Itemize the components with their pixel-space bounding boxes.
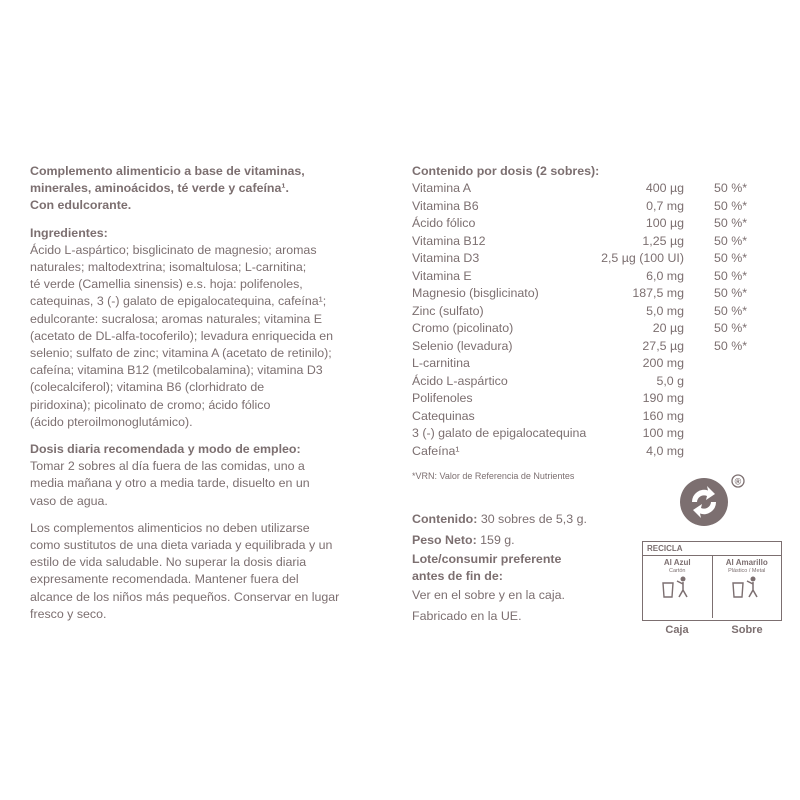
text-line: expresamente recomendada. Mantener fuera del [30,572,299,587]
net-weight-line [412,530,632,551]
nutrient-vrn: 50 %* [714,216,748,231]
nutrient-vrn: 50 %* [714,286,748,301]
nutrient-row [412,250,782,268]
nutrient-name: Ácido L-aspártico [412,373,508,388]
text-line: (ácido pteroilmonoglutámico). [30,414,193,429]
nutrient-amount: 27,5 µg [642,338,684,353]
nutrient-row [412,390,782,408]
nutrient-amount: 200 mg [642,356,684,371]
nutrition-title: Contenido por dosis (2 sobres): [412,164,600,178]
recycle-label-box: Caja [665,624,689,636]
content-label: Contenido: [412,512,478,527]
nutrient-vrn: 50 %* [714,268,748,283]
text-line: Los complementos alimenticios no deben utilizarse [30,520,310,535]
nutrient-name: Magnesio (bisglicinato) [412,286,539,301]
recycle-label-sachet: Sobre [731,624,763,636]
recycle-cells [643,556,781,618]
nutrient-row [412,373,782,391]
net-weight-label: Peso Neto: [412,533,477,548]
net-weight-value: 159 g. [476,533,515,548]
nutrient-amount: 100 mg [642,426,684,441]
nutrition-table [412,180,782,460]
text-line: alcance de los niños más pequeños. Conservar en lugar [30,589,340,604]
nutrient-row [412,233,782,251]
green-dot-icon [678,472,748,537]
nutrient-row [412,198,782,216]
text-line: vaso de agua. [30,493,108,508]
recycle-header: RECICLA [643,542,781,556]
nutrient-row [412,338,782,356]
vrn-footnote: *VRN: Valor de Referencia de Nutrientes [412,471,575,482]
recycle-cell-sub: Plástico / Metal [728,568,766,574]
nutrient-name: Vitamina B12 [412,233,486,248]
content-value: 30 sobres de 5,3 g. [477,512,587,527]
lot-label [412,551,632,585]
recycle-bin-icon [727,575,767,601]
nutrient-amount: 400 µg [645,181,684,196]
lot-label-line: antes de fin de: [412,569,503,584]
nutrient-amount: 0,7 mg [646,198,684,213]
nutrient-name: Vitamina B6 [412,198,479,213]
nutrient-amount: 187,5 mg [632,286,684,301]
nutrient-row [412,425,782,443]
text-line: (acetato de DL-alfa-tocoferilo); levadura enriquecida en [30,328,334,343]
nutrient-row [412,303,782,321]
nutrient-vrn: 50 %* [714,233,748,248]
nutrient-name: L-carnitina [412,356,470,371]
text-line: piridoxina); picolinato de cromo; ácido fólico [30,397,271,412]
dosage-text [30,458,388,510]
registered-mark: ® [734,476,742,487]
text-line: Tomar 2 sobres al día fuera de las comidas, uno a [30,459,305,474]
nutrient-amount: 20 µg [652,321,684,336]
nutrient-name: Vitamina E [412,268,472,283]
text-line: media mañana y otro a media tarde, disuelto en un [30,476,310,491]
left-column [30,163,388,623]
nutrient-name: Selenio (levadura) [412,338,513,353]
recycle-bin-icon [657,575,697,601]
text-line: catequinas, 3 (-) galato de epigalocatequina, cafeína¹; [30,294,327,309]
nutrient-row [412,408,782,426]
nutrient-row [412,215,782,233]
text-line: cafeína; vitamina B12 (metilcobalamina); vitamina D3 [30,363,323,378]
ingredients-section [30,225,388,431]
package-info [412,509,632,627]
nutrient-amount: 5,0 g [656,373,684,388]
text-line: edulcorante: sucralosa; aromas naturales; vitamina E [30,311,323,326]
nutrient-name: Vitamina A [412,181,472,196]
nutrient-row [412,285,782,303]
intro-line: minerales, aminoácidos, té verde y cafeína¹. [30,181,289,196]
nutrient-vrn: 50 %* [714,198,748,213]
content-line [412,509,632,530]
lot-label-line: Lote/consumir preferente [412,552,562,567]
nutrient-row [412,443,782,461]
nutrient-name: Vitamina D3 [412,251,480,266]
nutrient-name: Ácido fólico [412,216,476,231]
nutrient-row [412,355,782,373]
recycle-cell-sub: Cartón [668,568,686,574]
product-intro [30,163,388,215]
recycle-cell-title: Al Amarillo [725,558,768,567]
nutrient-name: Zinc (sulfato) [412,303,484,318]
nutrient-amount: 160 mg [642,408,684,423]
text-line: (colecalciferol); vitamina B6 (clorhidrato de [30,380,265,395]
ingredients-title: Ingredientes: [30,225,108,240]
nutrient-name: 3 (-) galato de epigalocatequina [412,426,587,441]
lot-value: Ver en el sobre y en la caja. [412,588,565,603]
made-in: Fabricado en la UE. [412,609,522,624]
text-line: como sustitutos de una dieta variada y equilibrada y un [30,538,333,553]
warning-text [30,520,388,623]
nutrient-name: Cromo (picolinato) [412,321,514,336]
nutrient-name: Catequinas [412,408,475,423]
recycle-table [642,541,782,636]
nutrient-amount: 100 µg [645,216,684,231]
nutrient-amount: 1,25 µg [642,233,684,248]
recycle-cell-blue [643,556,712,618]
intro-line: Complemento alimenticio a base de vitaminas, [30,164,305,178]
nutrient-amount: 5,0 mg [646,303,684,318]
recycle-cell-yellow [712,556,782,618]
ingredients-text [30,242,388,431]
nutrient-vrn: 50 %* [714,303,748,318]
text-line: estilo de vida saludable. No superar la dosis diaria [30,555,307,570]
recycle-cell-title: Al Azul [663,558,691,567]
text-line: fresco y seco. [30,606,107,621]
dosage-title: Dosis diaria recomendada y modo de empleo: [30,442,301,457]
nutrient-name: Cafeína¹ [412,443,460,458]
nutrient-row [412,320,782,338]
text-line: selenio; sulfato de zinc; vitamina A (acetato de retinilo); [30,346,332,361]
nutrient-vrn: 50 %* [714,251,748,266]
nutrient-row [412,180,782,198]
text-line: Ácido L-aspártico; bisglicinato de magnesio; aromas [30,242,317,257]
text-line: té verde (Camellia sinensis) e.s. hoja: polifenoles, [30,277,303,292]
nutrient-amount: 2,5 µg (100 UI) [601,251,684,266]
nutrient-vrn: 50 %* [714,338,748,353]
text-line: naturales; maltodextrina; isomaltulosa; L-carnitina; [30,260,307,275]
nutrient-amount: 190 mg [642,391,684,406]
recycle-box [642,541,782,621]
nutrient-amount: 4,0 mg [646,443,684,458]
nutrient-vrn: 50 %* [714,181,748,196]
intro-line: Con edulcorante. [30,198,132,213]
nutrient-vrn: 50 %* [714,321,748,336]
dosage-section [30,441,388,510]
nutrient-row [412,268,782,286]
nutrient-name: Polifenoles [412,391,473,406]
nutrient-amount: 6,0 mg [646,268,684,283]
recycle-labels [642,624,782,636]
